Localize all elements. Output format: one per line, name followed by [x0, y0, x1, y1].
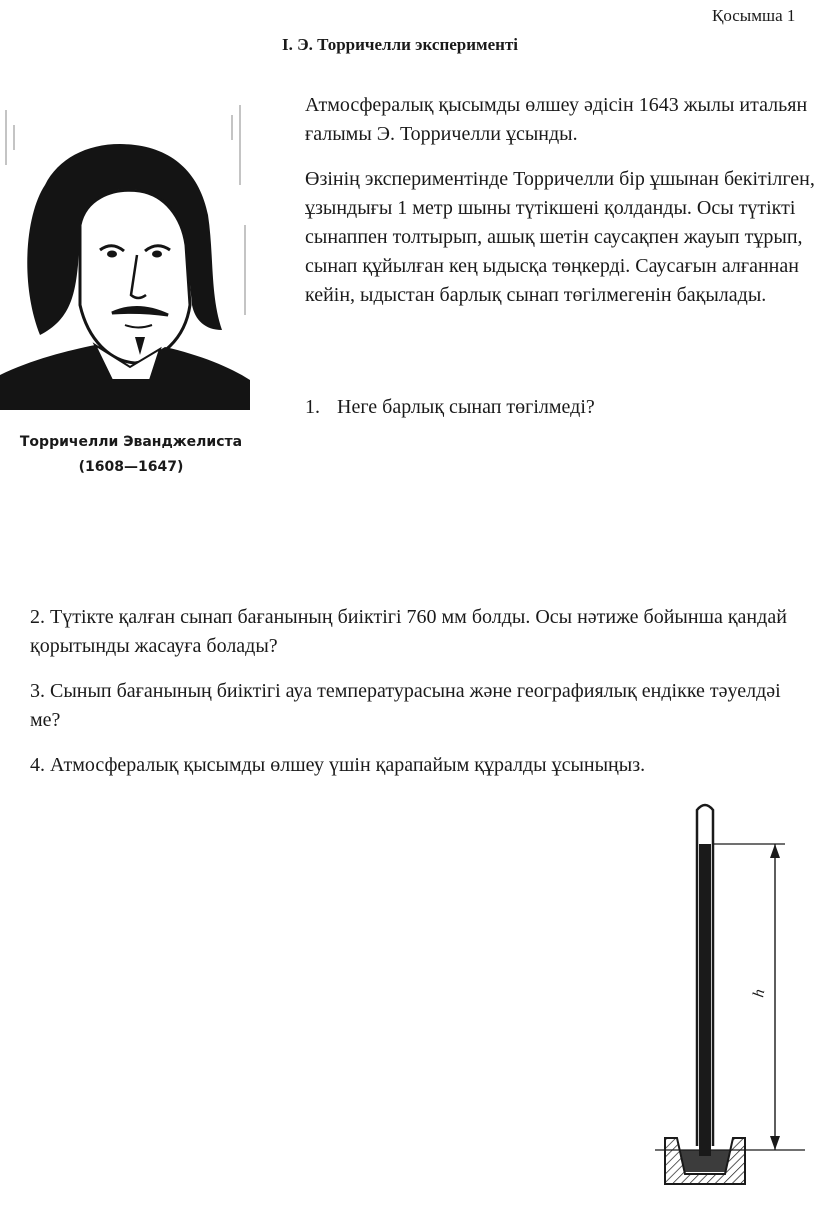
question-3 — [30, 677, 790, 735]
section-heading: I. Э. Торричелли эксперименті — [282, 35, 519, 54]
intro-paragraph-2: Өзінің экспериментінде Торричелли бір ұшынан бекітілген, ұзындығы 1 метр шыны түтікшені қолданды. Осы түтікті сынаппен толтырып, ашық шетін саусақпен жауып тұрып, сынап құйылған кең ыдысқа төңкерді. Саусағын алғаннан кейін, ыдыстан барлық сынап төгілмегенін бақылады. — [305, 168, 815, 306]
question-2-number: 2. — [30, 606, 45, 628]
mercury-column — [699, 844, 711, 1156]
question-4-number: 4. — [30, 754, 45, 776]
question-3-text: Сынып бағанының биіктігі ауа температурасына және географиялық ендікке тәуелдәі ме? — [30, 680, 781, 731]
question-2-text: Түтікте қалған сынап бағанының биіктігі 760 мм болды. Осы нәтиже бойынша қандай қорытынды жасауға болады? — [30, 606, 787, 657]
arrow-top — [770, 844, 780, 858]
tube-drawing — [625, 798, 815, 1194]
question-4-text: Атмосфералық қысымды өлшеу үшін қарапайым құралды ұсыныңыз. — [50, 754, 646, 776]
portrait-caption-name: Торричелли Эванджелиста — [19, 434, 243, 450]
portrait-caption-years: (1608—1647) — [78, 459, 184, 475]
question-1-text: Неге барлық сынап төгілмеді? — [337, 396, 595, 418]
appendix-label: Қосымша 1 — [712, 6, 796, 25]
question-1-number: 1. — [305, 396, 320, 418]
arrow-bottom — [770, 1136, 780, 1150]
question-3-number: 3. — [30, 680, 45, 702]
torricelli-portrait — [0, 105, 250, 410]
portrait-drawing — [0, 105, 250, 410]
intro-paragraph-1: Атмосфералық қысымды өлшеу әдісін 1643 жылы итальян ғалымы Э. Торричелли ұсынды. — [305, 94, 808, 145]
portrait-caption — [0, 430, 262, 480]
dish-mercury — [679, 1150, 731, 1172]
question-4 — [30, 751, 790, 780]
question-2 — [30, 603, 790, 661]
torricelli-tube-diagram — [625, 798, 815, 1194]
height-label: h — [750, 987, 769, 999]
question-1 — [305, 393, 805, 422]
